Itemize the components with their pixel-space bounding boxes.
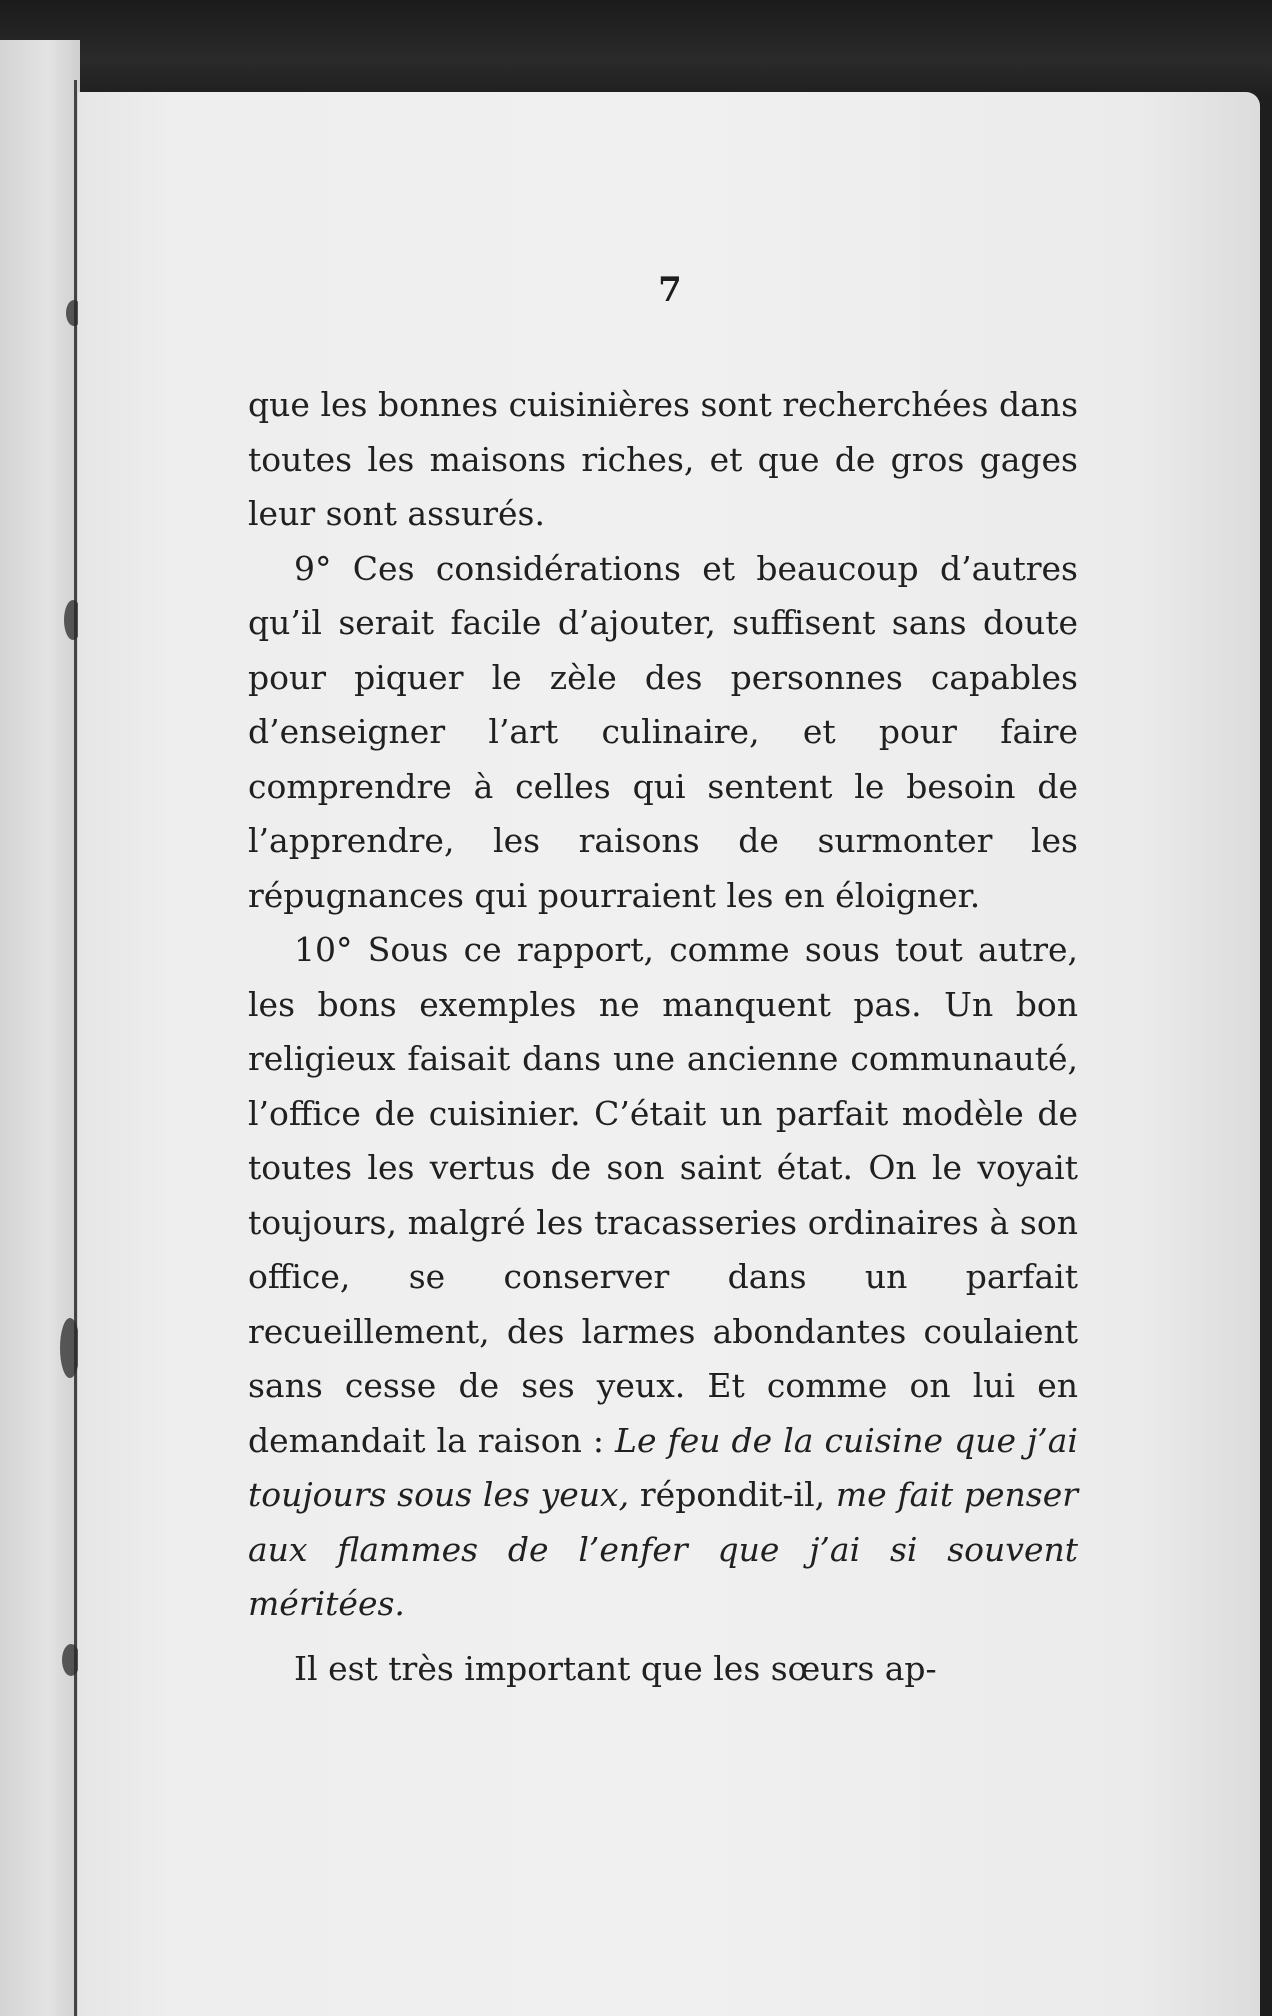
quote-italic-2: me fait penser aux flammes de l’enfer que j’ai si souvent méritées. <box>248 1475 1078 1623</box>
previous-page-edge <box>0 40 80 2016</box>
paragraph-last: Il est très important que les sœurs ap- <box>294 1648 937 1688</box>
paragraph-9: 9° Ces considérations et beaucoup d’autres qu’il serait facile d’ajouter, suffisent sans doute pour piquer le zèle des personnes capables d’enseigner l’art culinaire, et pour faire comprendre à celles qui sentent le besoin de l’apprendre, les raisons de surmonter les répugnances qui pourraient les en éloigner. <box>248 548 1078 915</box>
paragraph-10-text: 10° Sous ce rapport, comme sous tout autre, les bons exemples ne manquent pas. Un bon religieux faisait dans une ancienne communauté, l’office de cuisinier. C’était un parfait modèle de toutes les vertus de son saint état. On le voyait toujours, malgré les tracasseries ordinaires à son office, se conserver dans un parfait recueillement, des larmes abondantes coulaient sans cesse de ses yeux. Et comme on lui en demandait la raison : <box>248 930 1078 1460</box>
binding-mark <box>60 1318 80 1378</box>
quote-italic-1: Le feu de la cuisine que j’ai toujours sous les yeux, <box>248 1420 1078 1514</box>
paragraph-10 <box>248 923 1078 1632</box>
paragraph-10-attribution: répondit-il, <box>639 1475 826 1514</box>
page-number: 7 <box>658 270 682 310</box>
paragraph-continuation: que les bonnes cuisinières sont recherchées dans toutes les maisons riches, et que de gros gages leur sont assurés. <box>248 385 1078 533</box>
binding-shadow <box>74 80 77 2016</box>
body-text <box>248 378 1078 1696</box>
